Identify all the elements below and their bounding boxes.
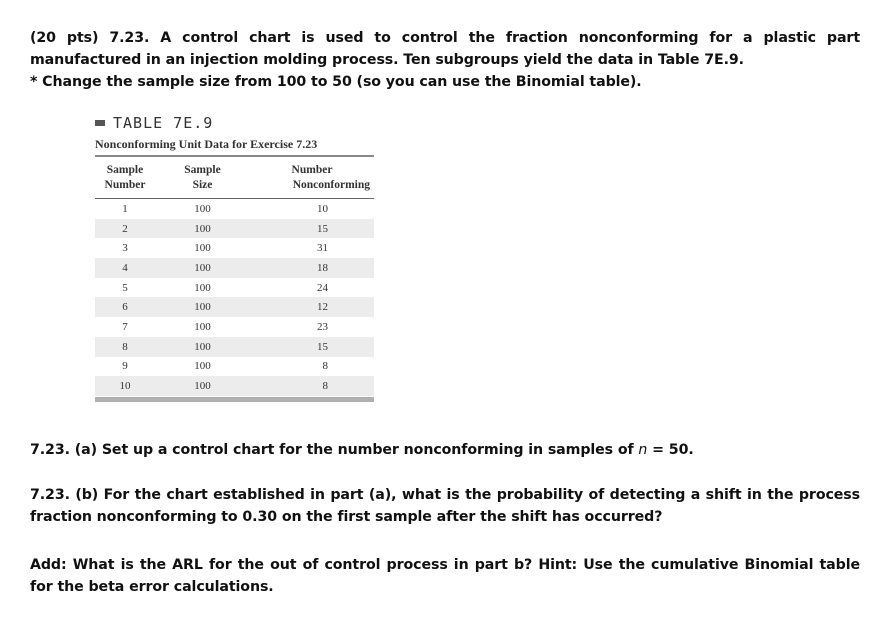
add-question-text: Add: What is the ARL for the out of control process in part b? Hint: Use the cumulative Binomial table for the beta error calculations. — [30, 557, 860, 595]
add-question — [30, 554, 860, 598]
cell-sample-number: 5 — [122, 281, 128, 294]
table-row — [95, 199, 374, 219]
part-b-question — [30, 484, 860, 528]
cell-number-nonconforming: 8 — [250, 376, 374, 396]
table-row — [95, 357, 374, 377]
cell-number-nonconforming: 18 — [250, 258, 374, 278]
cell-sample-size: 100 — [155, 337, 250, 357]
cell-sample-number: 9 — [122, 360, 128, 373]
cell-sample-number: 2 — [95, 219, 155, 239]
table-bottom-rule — [95, 397, 374, 402]
cell-sample-size: 100 — [155, 219, 250, 239]
header-text: Sample — [184, 164, 221, 176]
problem-statement: (20 pts) 7.23. A control chart is used to control the fraction nonconforming for a plastic part manufactured in an injection molding process. Ten subgroups yield the data in Table 7E.9. — [30, 30, 860, 68]
table-label-text: TABLE 7E.9 — [113, 114, 214, 132]
cell-sample-number: 7 — [122, 320, 128, 333]
table-body — [95, 199, 374, 396]
cell-sample-number: 1 — [122, 202, 128, 215]
cell-sample-size: 100 — [194, 242, 211, 255]
cell-number-nonconforming: 12 — [250, 297, 374, 317]
cell-sample-number: 6 — [95, 297, 155, 317]
cell-number-nonconforming: 24 — [317, 281, 328, 294]
cell-sample-size: 100 — [155, 258, 250, 278]
header-text: Number — [104, 179, 146, 191]
cell-sample-size: 100 — [194, 281, 211, 294]
table-row — [95, 297, 374, 317]
part-a-variable: n — [638, 442, 648, 458]
cell-sample-size: 100 — [155, 376, 250, 396]
table-row — [95, 238, 374, 258]
cell-sample-number: 4 — [95, 258, 155, 278]
data-table-figure — [95, 113, 374, 402]
table-label — [95, 113, 374, 133]
cell-number-nonconforming: 23 — [317, 320, 328, 333]
table-row — [95, 278, 374, 298]
part-a-question — [30, 439, 860, 461]
table-bullet-icon — [95, 120, 105, 126]
cell-number-nonconforming: 15 — [250, 219, 374, 239]
problem-intro — [30, 27, 860, 93]
table-row — [95, 376, 374, 396]
cell-sample-size: 100 — [194, 202, 211, 215]
table-header-row — [95, 157, 374, 199]
cell-sample-size: 100 — [155, 297, 250, 317]
header-sample-number — [95, 157, 155, 199]
part-a-prefix: 7.23. (a) Set up a control chart for the number nonconforming in samples of — [30, 442, 639, 458]
cell-sample-size: 100 — [194, 360, 211, 373]
sample-size-note: * Change the sample size from 100 to 50 (so you can use the Binomial table). — [30, 74, 642, 90]
table-row — [95, 317, 374, 337]
cell-sample-number: 10 — [95, 376, 155, 396]
header-sample-size — [155, 157, 250, 199]
cell-number-nonconforming: 15 — [250, 337, 374, 357]
cell-sample-number: 3 — [122, 242, 128, 255]
table-row — [95, 219, 374, 239]
part-b-text: 7.23. (b) For the chart established in part (a), what is the probability of detecting a shift in the process fraction nonconforming to 0.30 on the first sample after the shift has occurred? — [30, 487, 860, 525]
header-text: Size — [192, 179, 213, 191]
cell-sample-size: 100 — [194, 320, 211, 333]
table-row — [95, 258, 374, 278]
header-text: Number — [291, 164, 333, 176]
header-text: Sample — [106, 164, 144, 176]
cell-number-nonconforming: 10 — [317, 202, 328, 215]
cell-number-nonconforming: 8 — [322, 360, 328, 373]
header-number-nonconforming — [250, 157, 374, 199]
header-text: Nonconforming — [292, 179, 370, 191]
nonconforming-data-table — [95, 157, 374, 396]
part-a-suffix: = 50. — [647, 442, 694, 458]
cell-number-nonconforming: 31 — [317, 242, 328, 255]
table-row — [95, 337, 374, 357]
cell-sample-number: 8 — [95, 337, 155, 357]
table-caption: Nonconforming Unit Data for Exercise 7.23 — [95, 133, 374, 157]
